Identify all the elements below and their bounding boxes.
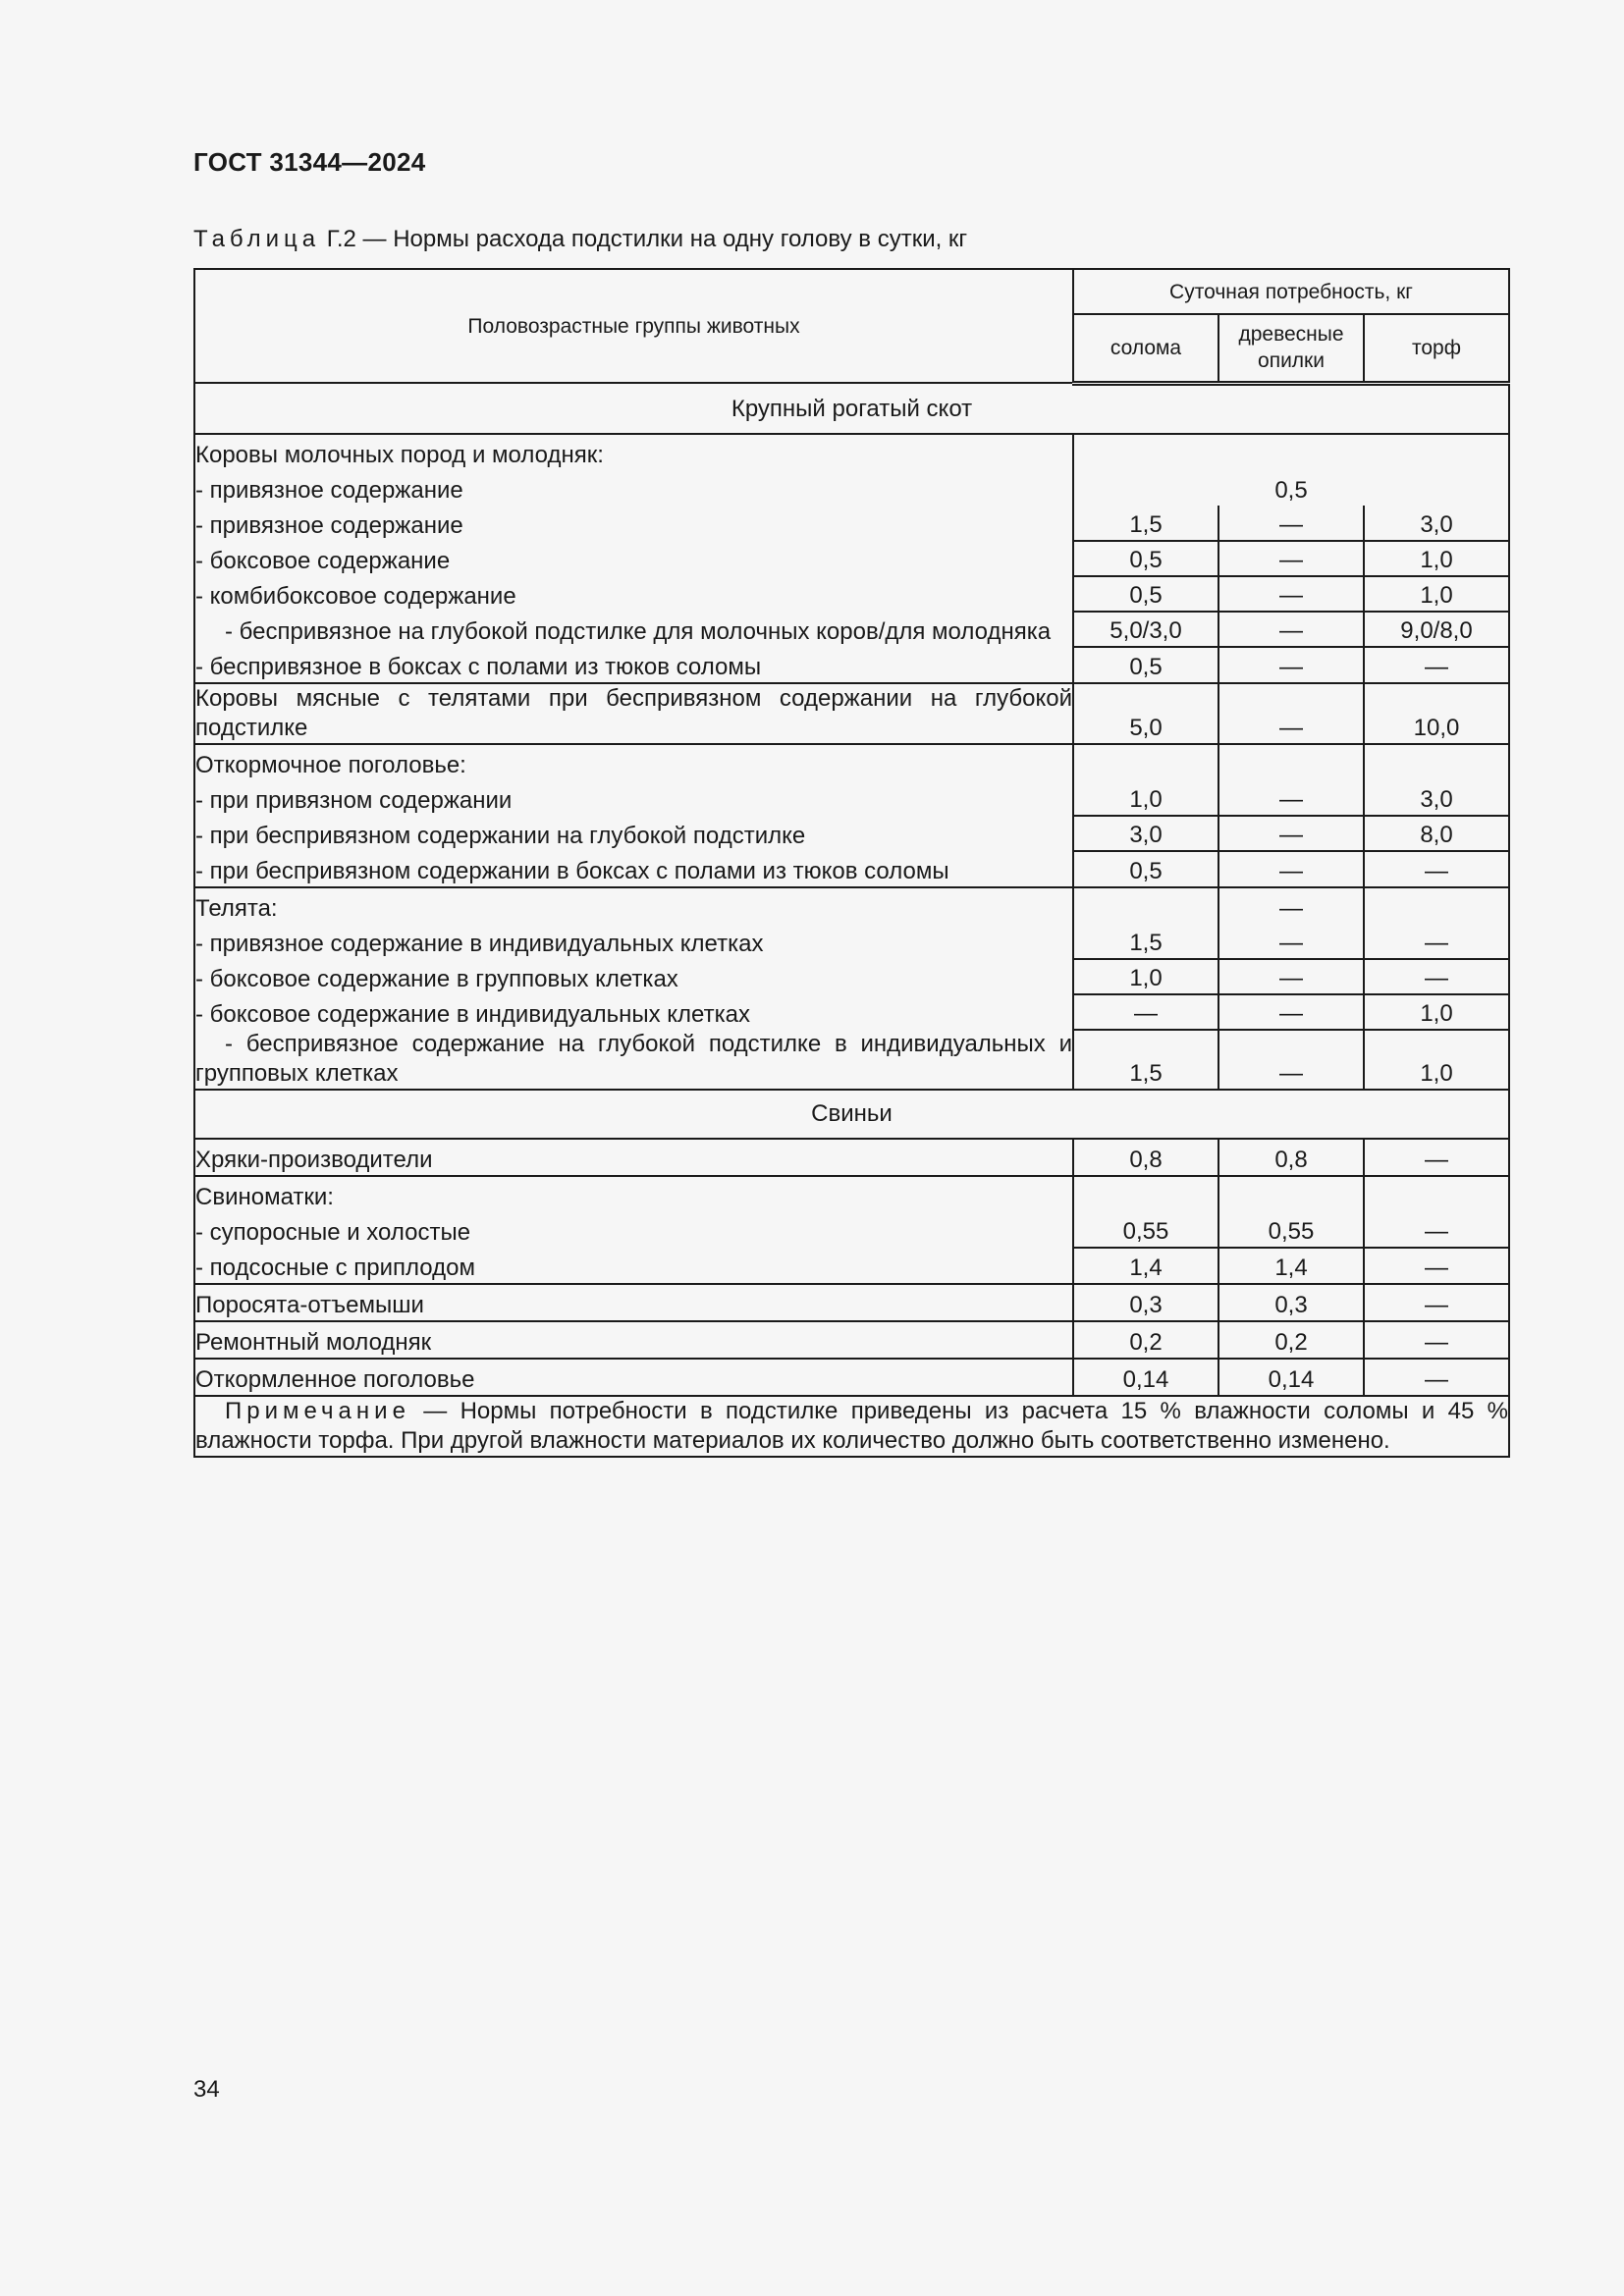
peat-value: 1,0 xyxy=(1364,541,1509,576)
empty-cell xyxy=(1218,1176,1364,1212)
sawdust-value: 0,14 xyxy=(1218,1359,1364,1396)
merged-value: 0,5 xyxy=(1073,470,1509,506)
row-label: - при беспривязном содержании в боксах с полами из тюков соломы xyxy=(194,851,1073,887)
sawdust-value: — xyxy=(1218,924,1364,959)
table-row xyxy=(194,434,1509,470)
peat-value: 3,0 xyxy=(1364,506,1509,541)
peat-value: — xyxy=(1364,647,1509,683)
peat-value: — xyxy=(1364,959,1509,994)
sawdust-value: — xyxy=(1218,506,1364,541)
sawdust-value: 0,8 xyxy=(1218,1139,1364,1176)
row-label: Поросята-отъемыши xyxy=(194,1284,1073,1321)
sawdust-value: — xyxy=(1218,959,1364,994)
peat-value: — xyxy=(1364,1139,1509,1176)
sawdust-value: 0,55 xyxy=(1218,1212,1364,1248)
straw-value: 0,3 xyxy=(1073,1284,1218,1321)
sawdust-value: — xyxy=(1218,887,1364,924)
table-row xyxy=(194,1139,1509,1176)
peat-value: 1,0 xyxy=(1364,994,1509,1030)
section-row xyxy=(194,383,1509,434)
peat-value: — xyxy=(1364,1359,1509,1396)
table-row xyxy=(194,744,1509,780)
straw-value: 1,4 xyxy=(1073,1248,1218,1284)
empty-cell xyxy=(1364,887,1509,924)
empty-cell xyxy=(1218,744,1364,780)
table-row xyxy=(194,541,1509,576)
sawdust-value: 0,2 xyxy=(1218,1321,1364,1359)
sawdust-value: — xyxy=(1218,851,1364,887)
row-label: - боксовое содержание в индивидуальных клетках xyxy=(194,994,1073,1030)
straw-value: 0,5 xyxy=(1073,541,1218,576)
group-title: Коровы молочных пород и молодняк: xyxy=(194,434,1073,470)
row-label: - беспривязное на глубокой подстилке для молочных коров/для молодняка xyxy=(194,612,1073,647)
straw-value: 5,0/3,0 xyxy=(1073,612,1218,647)
straw-value: 0,2 xyxy=(1073,1321,1218,1359)
table-row xyxy=(194,780,1509,816)
empty-cell xyxy=(1073,744,1218,780)
table-row xyxy=(194,959,1509,994)
straw-value: 0,5 xyxy=(1073,647,1218,683)
group-title: Откормочное поголовье: xyxy=(194,744,1073,780)
table-row xyxy=(194,1212,1509,1248)
peat-value: — xyxy=(1364,1212,1509,1248)
table-row xyxy=(194,1321,1509,1359)
straw-value: 0,55 xyxy=(1073,1212,1218,1248)
section-row xyxy=(194,1090,1509,1139)
table-row xyxy=(194,576,1509,612)
table-row xyxy=(194,470,1509,506)
empty-cell xyxy=(1364,1176,1509,1212)
table-caption xyxy=(193,226,967,253)
peat-value: — xyxy=(1364,851,1509,887)
straw-value: 3,0 xyxy=(1073,816,1218,851)
document-header: ГОСТ 31344—2024 xyxy=(193,147,426,177)
section-title-cattle: Крупный рогатый скот xyxy=(194,383,1509,434)
empty-cell xyxy=(1073,1176,1218,1212)
row-label: - при привязном содержании xyxy=(194,780,1073,816)
peat-value: 3,0 xyxy=(1364,780,1509,816)
table-caption-prefix: Таблица xyxy=(193,226,321,252)
row-label: - подсосные с приплодом xyxy=(194,1248,1073,1284)
straw-value: — xyxy=(1073,994,1218,1030)
peat-value: 1,0 xyxy=(1364,576,1509,612)
straw-value: 1,5 xyxy=(1073,924,1218,959)
straw-value: 0,5 xyxy=(1073,851,1218,887)
row-label: Хряки-производители xyxy=(194,1139,1073,1176)
row-label: - при беспривязном содержании на глубокой подстилке xyxy=(194,816,1073,851)
straw-value: 1,0 xyxy=(1073,959,1218,994)
table-row xyxy=(194,647,1509,683)
table-row xyxy=(194,816,1509,851)
straw-value: 5,0 xyxy=(1073,683,1218,744)
sawdust-value: 0,3 xyxy=(1218,1284,1364,1321)
table-note xyxy=(194,1396,1509,1457)
row-label: Ремонтный молодняк xyxy=(194,1321,1073,1359)
bedding-norms-table xyxy=(193,268,1510,1458)
sawdust-value: 1,4 xyxy=(1218,1248,1364,1284)
table-row xyxy=(194,1284,1509,1321)
column-header-straw: солома xyxy=(1073,314,1218,383)
empty-cell xyxy=(1364,744,1509,780)
column-header-daily: Суточная потребность, кг xyxy=(1073,269,1509,314)
row-label: - привязное содержание xyxy=(194,506,1073,541)
row-label: - боксовое содержание в групповых клетках xyxy=(194,959,1073,994)
note-prefix: Примечание xyxy=(225,1397,410,1424)
table-note-row xyxy=(194,1396,1509,1457)
sawdust-value: — xyxy=(1218,612,1364,647)
row-label: - комбибоксовое содержание xyxy=(194,576,1073,612)
table-row xyxy=(194,1030,1509,1090)
peat-value: 10,0 xyxy=(1364,683,1509,744)
row-label: Коровы мясные с телятами при беспривязном содержании на глубокой подстилке xyxy=(194,683,1073,744)
table-row xyxy=(194,1176,1509,1212)
sawdust-value: — xyxy=(1218,576,1364,612)
empty-cell xyxy=(1073,434,1509,470)
straw-value: 1,0 xyxy=(1073,780,1218,816)
table-caption-text: Г.2 — Нормы расхода подстилки на одну голову в сутки, кг xyxy=(326,226,968,252)
row-label: - привязное содержание в индивидуальных клетках xyxy=(194,924,1073,959)
row-label: - супоросные и холостые xyxy=(194,1212,1073,1248)
peat-value: — xyxy=(1364,1284,1509,1321)
peat-value: — xyxy=(1364,924,1509,959)
page-number: 34 xyxy=(193,2076,220,2103)
straw-value: 1,5 xyxy=(1073,506,1218,541)
group-title: Свиноматки: xyxy=(194,1176,1073,1212)
peat-value: 9,0/8,0 xyxy=(1364,612,1509,647)
peat-value: — xyxy=(1364,1248,1509,1284)
table-row xyxy=(194,683,1509,744)
column-header-peat: торф xyxy=(1364,314,1509,383)
table-row xyxy=(194,1248,1509,1284)
column-header-group: Половозрастные группы животных xyxy=(194,269,1073,383)
sawdust-value: — xyxy=(1218,647,1364,683)
row-label: - беспривязное содержание на глубокой подстилке в индивидуальных и групповых клетках xyxy=(194,1030,1073,1090)
sawdust-value: — xyxy=(1218,1030,1364,1090)
table-row xyxy=(194,1359,1509,1396)
note-text: — Нормы потребности в подстилке приведены из расчета 15 % влажности соломы и 45 % влажности торфа. При другой влажности материалов их количество должно быть соответственно изменено. xyxy=(195,1397,1509,1454)
sawdust-value: — xyxy=(1218,683,1364,744)
sawdust-value: — xyxy=(1218,541,1364,576)
straw-value: 0,14 xyxy=(1073,1359,1218,1396)
sawdust-value: — xyxy=(1218,780,1364,816)
straw-value: 0,8 xyxy=(1073,1139,1218,1176)
row-label: - беспривязное в боксах с полами из тюков соломы xyxy=(194,647,1073,683)
straw-value: 0,5 xyxy=(1073,576,1218,612)
table-row xyxy=(194,506,1509,541)
table-row xyxy=(194,612,1509,647)
row-label: - привязное содержание xyxy=(194,470,1073,506)
column-header-sawdust: древесные опилки xyxy=(1218,314,1364,383)
table-row xyxy=(194,851,1509,887)
table-row xyxy=(194,924,1509,959)
peat-value: — xyxy=(1364,1321,1509,1359)
sawdust-value: — xyxy=(1218,994,1364,1030)
row-label: Откормленное поголовье xyxy=(194,1359,1073,1396)
table-row xyxy=(194,994,1509,1030)
group-title: Телята: xyxy=(194,887,1073,924)
straw-value: 1,5 xyxy=(1073,1030,1218,1090)
sawdust-value: — xyxy=(1218,816,1364,851)
peat-value: 8,0 xyxy=(1364,816,1509,851)
section-title-pigs: Свиньи xyxy=(194,1090,1509,1139)
row-label: - боксовое содержание xyxy=(194,541,1073,576)
table-row xyxy=(194,887,1509,924)
empty-cell xyxy=(1073,887,1218,924)
peat-value: 1,0 xyxy=(1364,1030,1509,1090)
